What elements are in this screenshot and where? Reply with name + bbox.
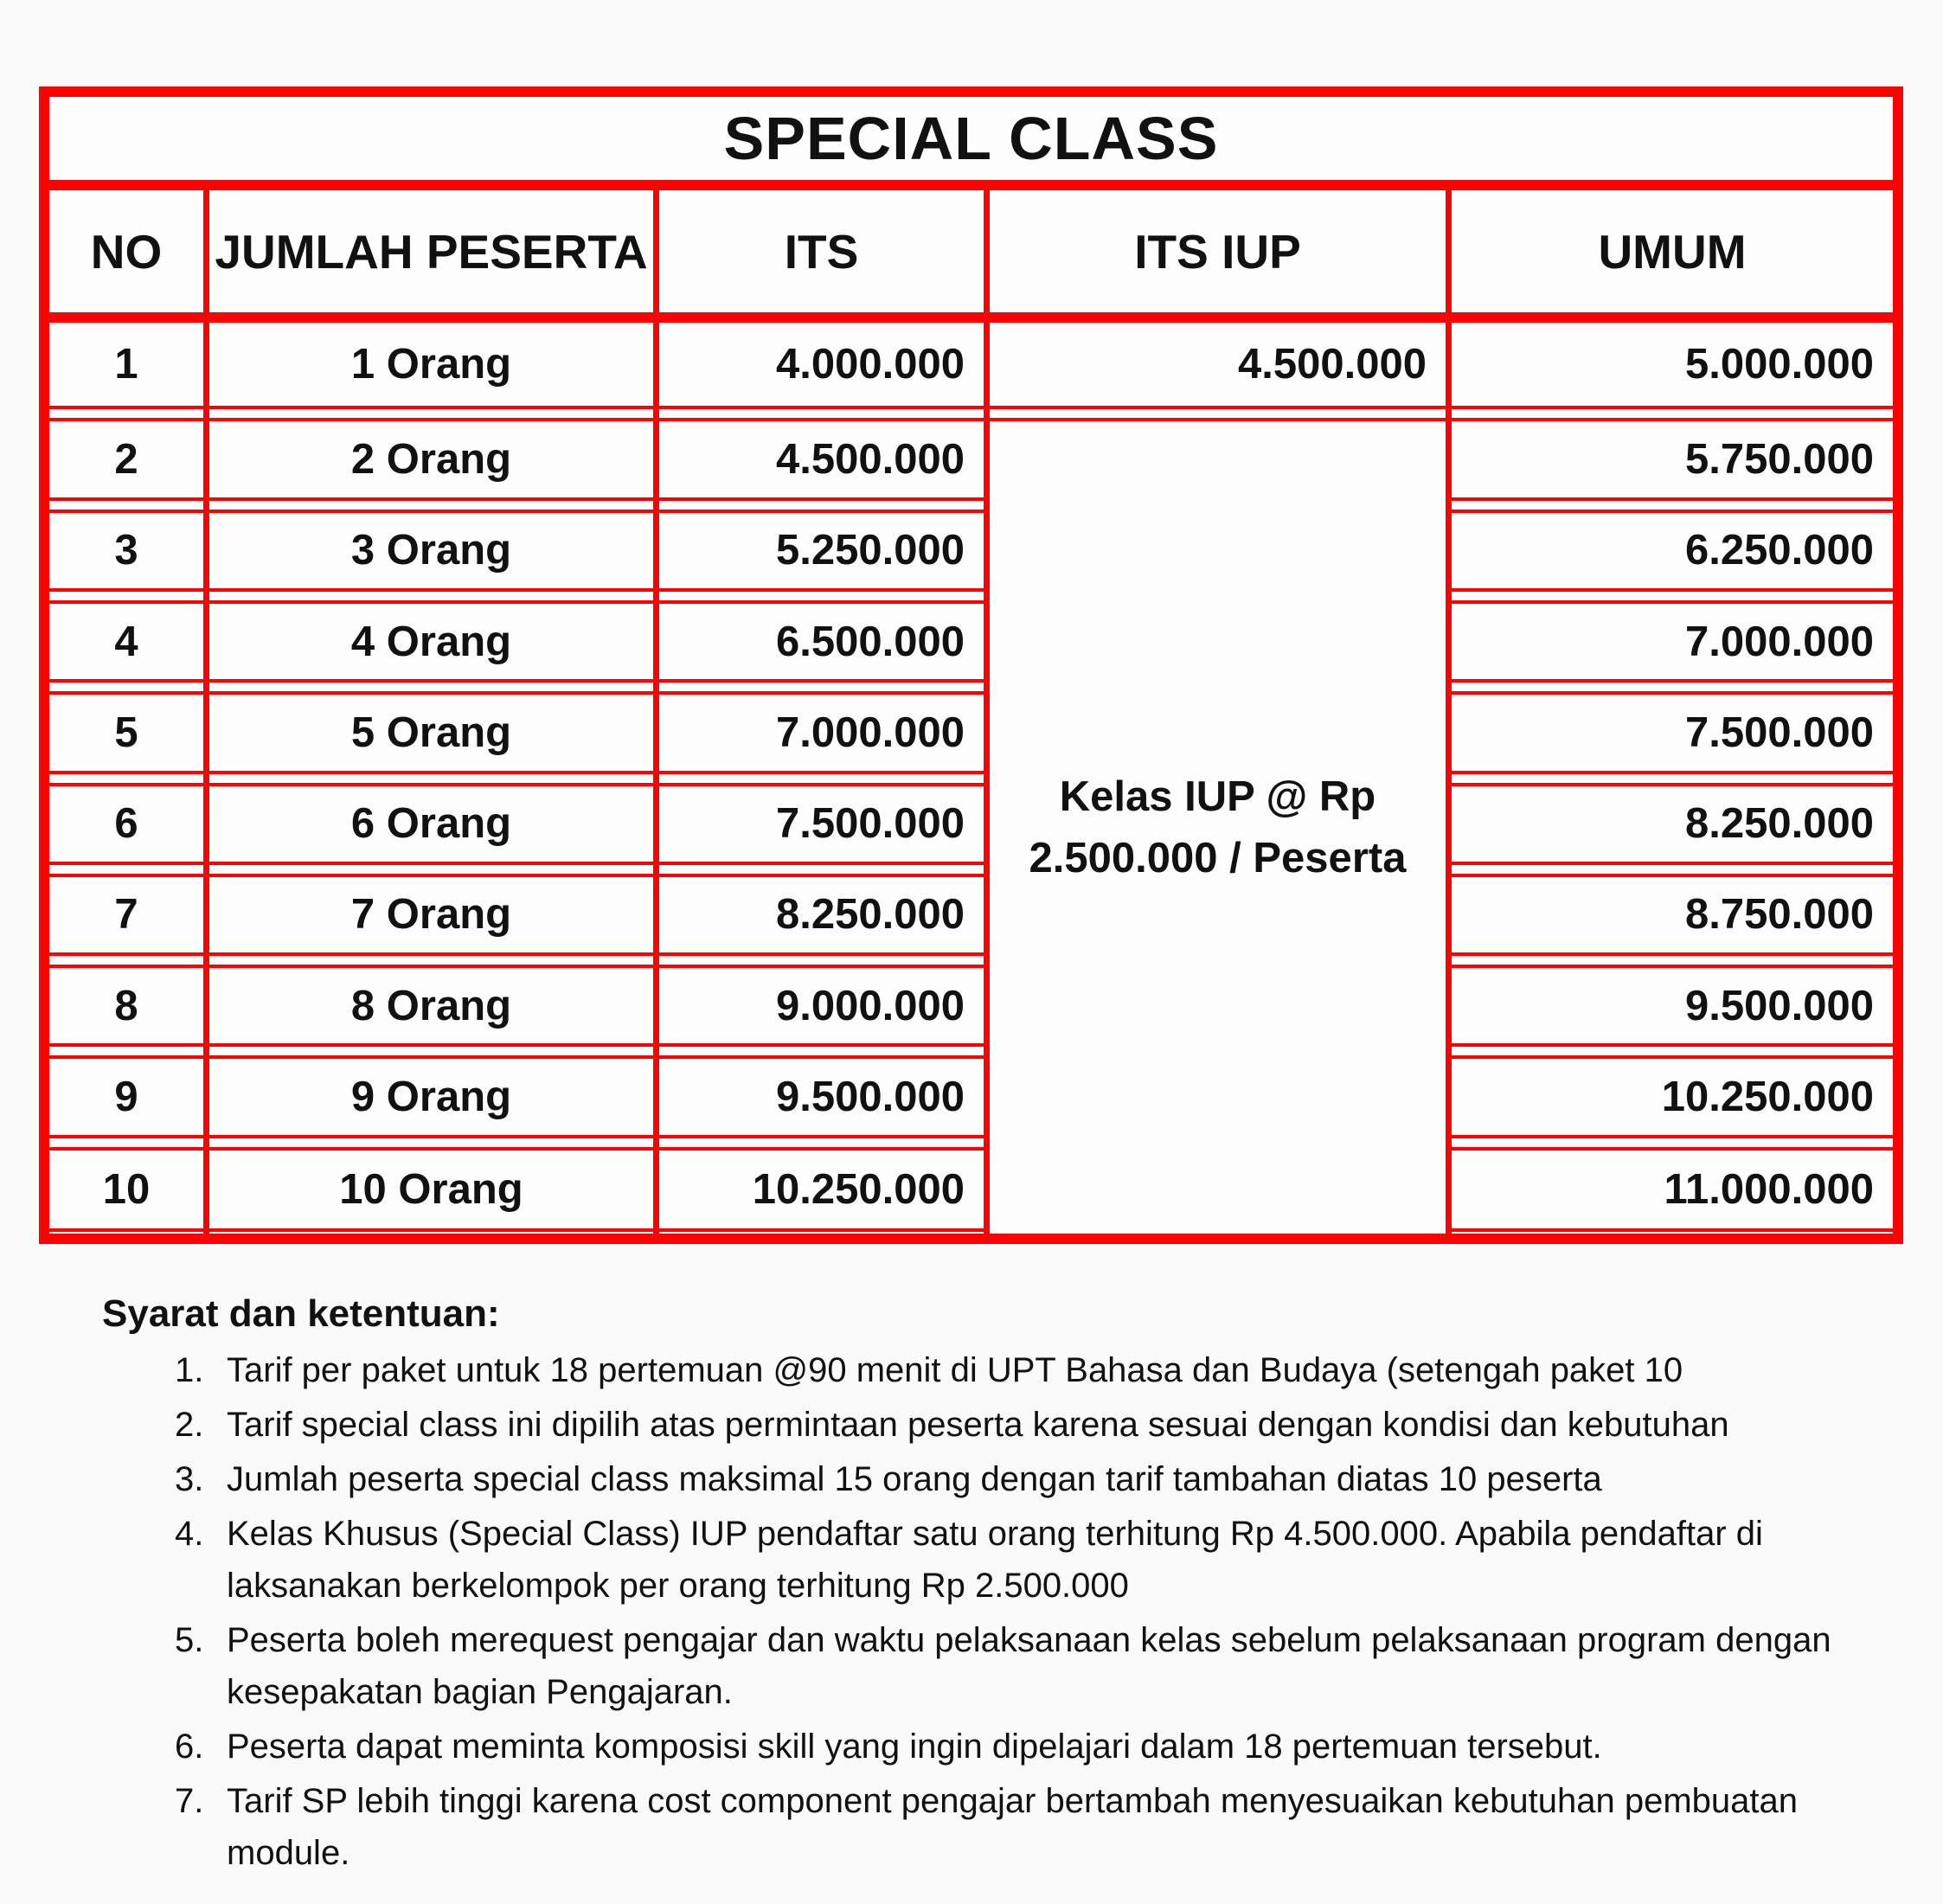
cell-jumlah-peserta — [209, 779, 659, 869]
column-header-its: ITS — [659, 190, 990, 312]
cell-no — [49, 596, 209, 687]
umum-price: 7.000.000 — [1452, 600, 1893, 683]
row-number: 2 — [49, 418, 203, 500]
cell-its-iup-price — [990, 323, 1452, 413]
cell-umum-price — [1452, 779, 1893, 869]
terms-item-text: Peserta dapat meminta komposisi skill yang ingin dipelajari dalam 18 pertemuan tersebut. — [227, 1728, 1602, 1766]
terms-item — [175, 1453, 1850, 1505]
cell-no — [49, 960, 209, 1051]
its-price: 9.500.000 — [659, 1055, 984, 1138]
cell-jumlah-peserta — [209, 1143, 659, 1234]
cell-its-price — [659, 505, 990, 596]
row-number: 1 — [49, 323, 203, 409]
column-header-jumlah-peserta: JUMLAH PESERTA — [209, 190, 659, 312]
terms-item-text: Tarif per paket untuk 18 pertemuan @90 menit di UPT Bahasa dan Budaya (setengah paket 10 — [227, 1351, 1683, 1389]
cell-jumlah-peserta — [209, 869, 659, 960]
participant-count: 1 Orang — [209, 323, 653, 409]
terms-item-number: 6. — [175, 1728, 204, 1766]
table-header — [49, 190, 1893, 323]
cell-jumlah-peserta — [209, 413, 659, 504]
row-number: 3 — [49, 510, 203, 592]
row-number: 5 — [49, 691, 203, 773]
participant-count: 9 Orang — [209, 1055, 653, 1138]
umum-price: 8.750.000 — [1452, 874, 1893, 956]
row-number: 7 — [49, 874, 203, 956]
row-number: 4 — [49, 600, 203, 683]
cell-its-price — [659, 779, 990, 869]
cell-umum-price — [1452, 687, 1893, 778]
terms-item — [175, 1721, 1850, 1773]
special-class-price-table — [39, 87, 1903, 1244]
terms-section — [102, 1292, 1850, 1882]
iup-merged-note: Kelas IUP @ Rp 2.500.000 / Peserta — [1029, 772, 1407, 881]
cell-no — [49, 779, 209, 869]
cell-umum-price — [1452, 413, 1893, 504]
cell-its-price — [659, 1143, 990, 1234]
terms-item-text: Kelas Khusus (Special Class) IUP pendaftar satu orang terhitung Rp 4.500.000. Apabila pendaftar di laksanakan berkelompok per orang terhitung Rp 2.500.000 — [227, 1515, 1763, 1605]
terms-item-number: 1. — [175, 1351, 204, 1389]
cell-jumlah-peserta — [209, 960, 659, 1051]
participant-count: 4 Orang — [209, 600, 653, 683]
cell-umum-price — [1452, 505, 1893, 596]
its-price: 10.250.000 — [659, 1147, 984, 1232]
terms-item — [175, 1399, 1850, 1451]
terms-item-text: Tarif SP lebih tinggi karena cost component pengajar bertambah menyesuaikan kebutuhan pembuatan module. — [227, 1782, 1798, 1872]
its-price: 4.500.000 — [659, 418, 984, 500]
cell-jumlah-peserta — [209, 323, 659, 413]
umum-price: 5.000.000 — [1452, 323, 1893, 409]
cell-umum-price — [1452, 869, 1893, 960]
its-price: 8.250.000 — [659, 874, 984, 956]
cell-no — [49, 687, 209, 778]
its-iup-price: 4.500.000 — [990, 323, 1446, 409]
its-price: 4.000.000 — [659, 323, 984, 409]
table-body — [49, 323, 1893, 1234]
participant-count: 6 Orang — [209, 783, 653, 865]
cell-umum-price — [1452, 323, 1893, 413]
terms-item-number: 7. — [175, 1782, 204, 1820]
cell-jumlah-peserta — [209, 687, 659, 778]
umum-price: 10.250.000 — [1452, 1055, 1893, 1138]
terms-item — [175, 1614, 1850, 1718]
row-number: 8 — [49, 965, 203, 1047]
terms-item-text: Peserta boleh merequest pengajar dan waktu pelaksanaan kelas sebelum pelaksanaan program dengan kesepakatan bagian Pengajaran. — [227, 1621, 1831, 1711]
cell-its-price — [659, 869, 990, 960]
terms-heading: Syarat dan ketentuan: — [102, 1292, 500, 1335]
terms-item-number: 4. — [175, 1515, 204, 1553]
participant-count: 7 Orang — [209, 874, 653, 956]
terms-item-number: 3. — [175, 1460, 204, 1498]
its-price: 7.500.000 — [659, 783, 984, 865]
row-number: 6 — [49, 783, 203, 865]
cell-its-price — [659, 687, 990, 778]
table-title: SPECIAL CLASS — [49, 97, 1893, 190]
its-iup-merged-cell — [990, 413, 1452, 1234]
column-header-its-iup: ITS IUP — [990, 190, 1452, 312]
cell-umum-price — [1452, 960, 1893, 1051]
participant-count: 5 Orang — [209, 691, 653, 773]
column-header-umum: UMUM — [1598, 224, 1747, 279]
column-header-no: NO — [49, 190, 209, 312]
its-price: 6.500.000 — [659, 600, 984, 683]
terms-list — [102, 1344, 1850, 1879]
cell-no — [49, 413, 209, 504]
cell-no — [49, 1143, 209, 1234]
participant-count: 10 Orang — [209, 1147, 653, 1232]
terms-item-number: 5. — [175, 1621, 204, 1659]
its-price: 9.000.000 — [659, 965, 984, 1047]
cell-no — [49, 505, 209, 596]
cell-jumlah-peserta — [209, 1051, 659, 1142]
cell-its-price — [659, 323, 990, 413]
cell-jumlah-peserta — [209, 505, 659, 596]
its-price: 7.000.000 — [659, 691, 984, 773]
terms-item-text: Tarif special class ini dipilih atas permintaan peserta karena sesuai dengan kondisi dan kebutuhan — [227, 1406, 1729, 1444]
terms-item — [175, 1508, 1850, 1612]
cell-its-price — [659, 960, 990, 1051]
umum-price: 9.500.000 — [1452, 965, 1893, 1047]
terms-item — [175, 1775, 1850, 1879]
umum-price: 5.750.000 — [1452, 418, 1893, 500]
umum-price: 7.500.000 — [1452, 691, 1893, 773]
cell-no — [49, 869, 209, 960]
cell-jumlah-peserta — [209, 596, 659, 687]
terms-item-text: Jumlah peserta special class maksimal 15 orang dengan tarif tambahan diatas 10 peserta — [227, 1460, 1602, 1498]
cell-umum-price — [1452, 596, 1893, 687]
umum-price: 11.000.000 — [1452, 1147, 1893, 1232]
cell-its-price — [659, 1051, 990, 1142]
row-number: 9 — [49, 1055, 203, 1138]
row-number: 10 — [49, 1147, 203, 1232]
participant-count: 3 Orang — [209, 510, 653, 592]
terms-item — [175, 1344, 1850, 1396]
cell-its-price — [659, 596, 990, 687]
cell-umum-price — [1452, 1051, 1893, 1142]
umum-price: 8.250.000 — [1452, 783, 1893, 865]
terms-item-number: 2. — [175, 1406, 204, 1444]
umum-price: 6.250.000 — [1452, 510, 1893, 592]
cell-no — [49, 1051, 209, 1142]
cell-its-price — [659, 413, 990, 504]
participant-count: 2 Orang — [209, 418, 653, 500]
its-price: 5.250.000 — [659, 510, 984, 592]
cell-no — [49, 323, 209, 413]
participant-count: 8 Orang — [209, 965, 653, 1047]
cell-umum-price — [1452, 1143, 1893, 1234]
